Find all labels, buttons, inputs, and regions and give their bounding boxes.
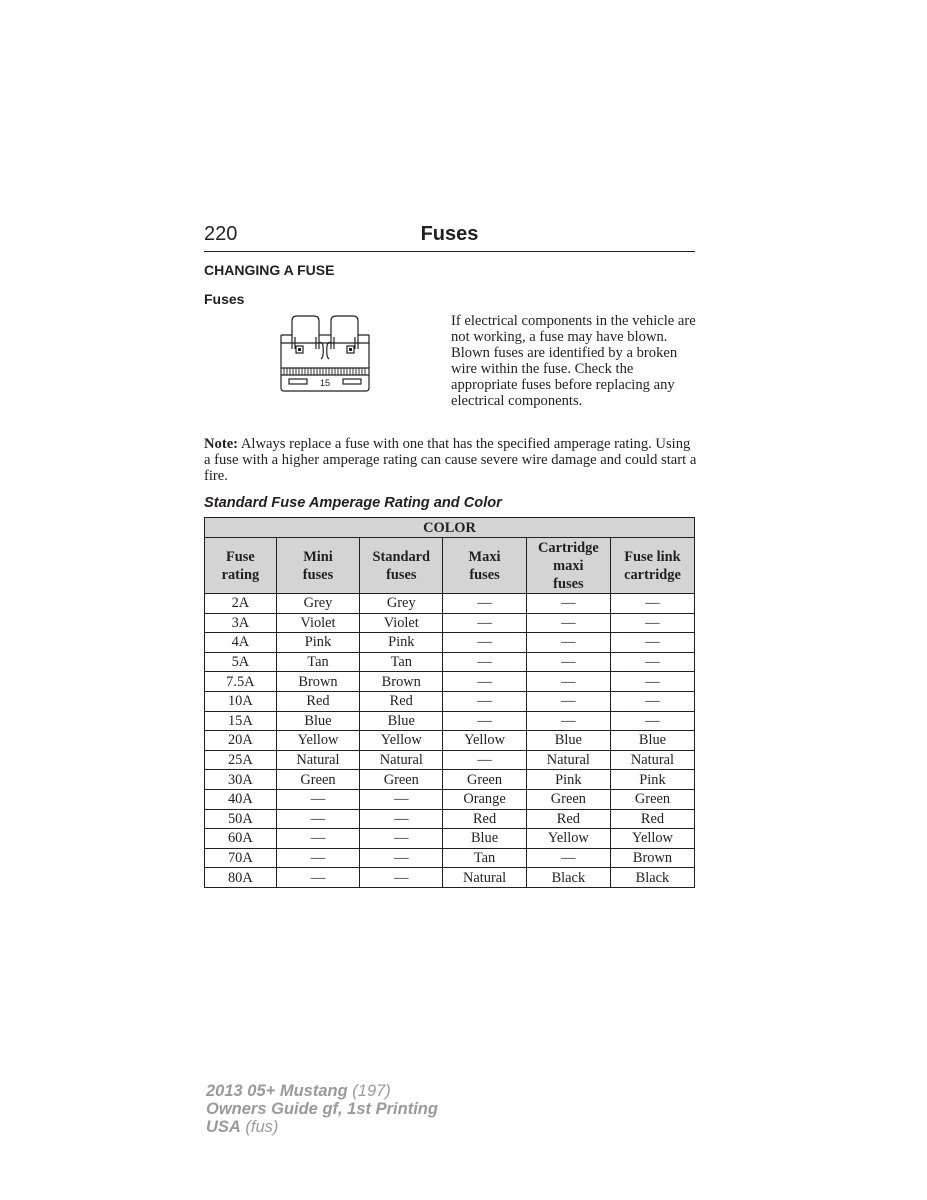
- table-cell: Brown: [360, 672, 443, 692]
- table-cell: 7.5A: [205, 672, 277, 692]
- table-cell: —: [610, 711, 694, 731]
- table-cell: 10A: [205, 691, 277, 711]
- table-cell: —: [276, 829, 360, 849]
- table-cell: Natural: [443, 868, 527, 888]
- table-cell: Green: [276, 770, 360, 790]
- table-cell: Green: [610, 789, 694, 809]
- table-cell: Red: [443, 809, 527, 829]
- table-row: [205, 731, 695, 751]
- table-row: [205, 809, 695, 829]
- table-cell: —: [443, 633, 527, 653]
- table-cell: —: [610, 633, 694, 653]
- table-cell: Yellow: [610, 829, 694, 849]
- table-cell: Grey: [360, 594, 443, 614]
- footer-line-2: Owners Guide gf, 1st Printing: [206, 1100, 438, 1118]
- table-row: [205, 770, 695, 790]
- table-cell: —: [443, 750, 527, 770]
- table-cell: 40A: [205, 789, 277, 809]
- table-cell: —: [276, 789, 360, 809]
- table-cell: —: [443, 652, 527, 672]
- table-row: [205, 750, 695, 770]
- table-cell: Brown: [610, 848, 694, 868]
- table-row: [205, 829, 695, 849]
- table-cell: —: [360, 809, 443, 829]
- table-column-header: Maxi fuses: [443, 538, 527, 594]
- table-cell: —: [526, 613, 610, 633]
- table-row: [205, 868, 695, 888]
- table-cell: 20A: [205, 731, 277, 751]
- page-header: [204, 223, 695, 252]
- table-cell: —: [443, 672, 527, 692]
- table-cell: Natural: [526, 750, 610, 770]
- table-cell: —: [526, 672, 610, 692]
- table-cell: 25A: [205, 750, 277, 770]
- table-group-header: COLOR: [205, 518, 695, 538]
- table-cell: Black: [610, 868, 694, 888]
- table-cell: Yellow: [276, 731, 360, 751]
- table-cell: Red: [276, 691, 360, 711]
- table-cell: Blue: [443, 829, 527, 849]
- table-cell: Blue: [360, 711, 443, 731]
- table-cell: Red: [526, 809, 610, 829]
- table-cell: 50A: [205, 809, 277, 829]
- table-column-header: Fuse rating: [205, 538, 277, 594]
- table-cell: —: [360, 848, 443, 868]
- table-cell: Orange: [443, 789, 527, 809]
- table-cell: —: [610, 613, 694, 633]
- table-column-header: Fuse link cartridge: [610, 538, 694, 594]
- table-cell: Green: [443, 770, 527, 790]
- section-title: Fuses: [420, 223, 479, 245]
- table-cell: Pink: [526, 770, 610, 790]
- table-cell: —: [610, 594, 694, 614]
- table-column-header: Cartridge maxi fuses: [526, 538, 610, 594]
- table-cell: Green: [526, 789, 610, 809]
- table-cell: Violet: [360, 613, 443, 633]
- table-cell: Blue: [526, 731, 610, 751]
- table-cell: Yellow: [360, 731, 443, 751]
- table-cell: —: [526, 633, 610, 653]
- table-cell: —: [526, 594, 610, 614]
- table-row: [205, 652, 695, 672]
- table-cell: —: [610, 652, 694, 672]
- table-cell: Green: [360, 770, 443, 790]
- table-cell: 2A: [205, 594, 277, 614]
- table-cell: Yellow: [526, 829, 610, 849]
- table-cell: Brown: [276, 672, 360, 692]
- table-column-header: Mini fuses: [276, 538, 360, 594]
- table-cell: —: [526, 848, 610, 868]
- table-cell: Natural: [360, 750, 443, 770]
- table-cell: 30A: [205, 770, 277, 790]
- table-cell: —: [443, 613, 527, 633]
- table-cell: —: [360, 868, 443, 888]
- fuse-color-table: [204, 517, 695, 888]
- table-cell: —: [610, 691, 694, 711]
- page-number: 220: [204, 223, 238, 245]
- table-cell: 80A: [205, 868, 277, 888]
- table-cell: 3A: [205, 613, 277, 633]
- table-cell: Pink: [276, 633, 360, 653]
- table-cell: —: [443, 691, 527, 711]
- table-cell: —: [526, 652, 610, 672]
- table-cell: Red: [610, 809, 694, 829]
- table-cell: —: [360, 789, 443, 809]
- table-cell: Tan: [443, 848, 527, 868]
- table-cell: Black: [526, 868, 610, 888]
- table-cell: Red: [360, 691, 443, 711]
- table-row: [205, 691, 695, 711]
- table-cell: —: [443, 711, 527, 731]
- note-paragraph: [204, 437, 699, 485]
- table-row: [205, 789, 695, 809]
- table-cell: Blue: [276, 711, 360, 731]
- table-cell: —: [276, 868, 360, 888]
- table-row: [205, 594, 695, 614]
- table-cell: —: [443, 594, 527, 614]
- table-title: Standard Fuse Amperage Rating and Color: [204, 495, 502, 511]
- table-row: [205, 672, 695, 692]
- table-cell: Pink: [610, 770, 694, 790]
- page-footer: [206, 1082, 438, 1136]
- table-cell: Natural: [610, 750, 694, 770]
- table-cell: 60A: [205, 829, 277, 849]
- note-text: Always replace a fuse with one that has the specified amperage rating. Using a fuse with a higher amperage rating can cause severe wire damage and could start a fire.: [204, 436, 697, 484]
- table-cell: —: [526, 691, 610, 711]
- table-cell: 15A: [205, 711, 277, 731]
- table-cell: 70A: [205, 848, 277, 868]
- table-cell: Tan: [276, 652, 360, 672]
- table-cell: —: [526, 711, 610, 731]
- table-row: [205, 613, 695, 633]
- footer-line-1: 2013 05+ Mustang (197): [206, 1082, 391, 1100]
- intro-paragraph: If electrical components in the vehicle are not working, a fuse may have blown. Blown fuses are identified by a broken wire within the fuse. Check the appropriate fuses before replacing any electrical components.: [451, 313, 696, 409]
- table-cell: Blue: [610, 731, 694, 751]
- table-cell: Pink: [360, 633, 443, 653]
- table-row: [205, 848, 695, 868]
- table-cell: 4A: [205, 633, 277, 653]
- table-cell: 5A: [205, 652, 277, 672]
- table-cell: Tan: [360, 652, 443, 672]
- footer-line-3: USA (fus): [206, 1118, 279, 1136]
- table-column-header: Standard fuses: [360, 538, 443, 594]
- heading: CHANGING A FUSE: [204, 262, 335, 278]
- fuse-rating-label: 15: [319, 378, 331, 388]
- table-cell: —: [276, 809, 360, 829]
- subheading: Fuses: [204, 291, 245, 307]
- table-cell: —: [610, 672, 694, 692]
- table-cell: Grey: [276, 594, 360, 614]
- table-row: [205, 711, 695, 731]
- table-cell: Yellow: [443, 731, 527, 751]
- table-cell: —: [360, 829, 443, 849]
- table-cell: —: [276, 848, 360, 868]
- table-row: [205, 633, 695, 653]
- note-label: Note:: [204, 436, 239, 452]
- blade-fuse-icon: [278, 313, 372, 393]
- table-cell: Violet: [276, 613, 360, 633]
- table-cell: Natural: [276, 750, 360, 770]
